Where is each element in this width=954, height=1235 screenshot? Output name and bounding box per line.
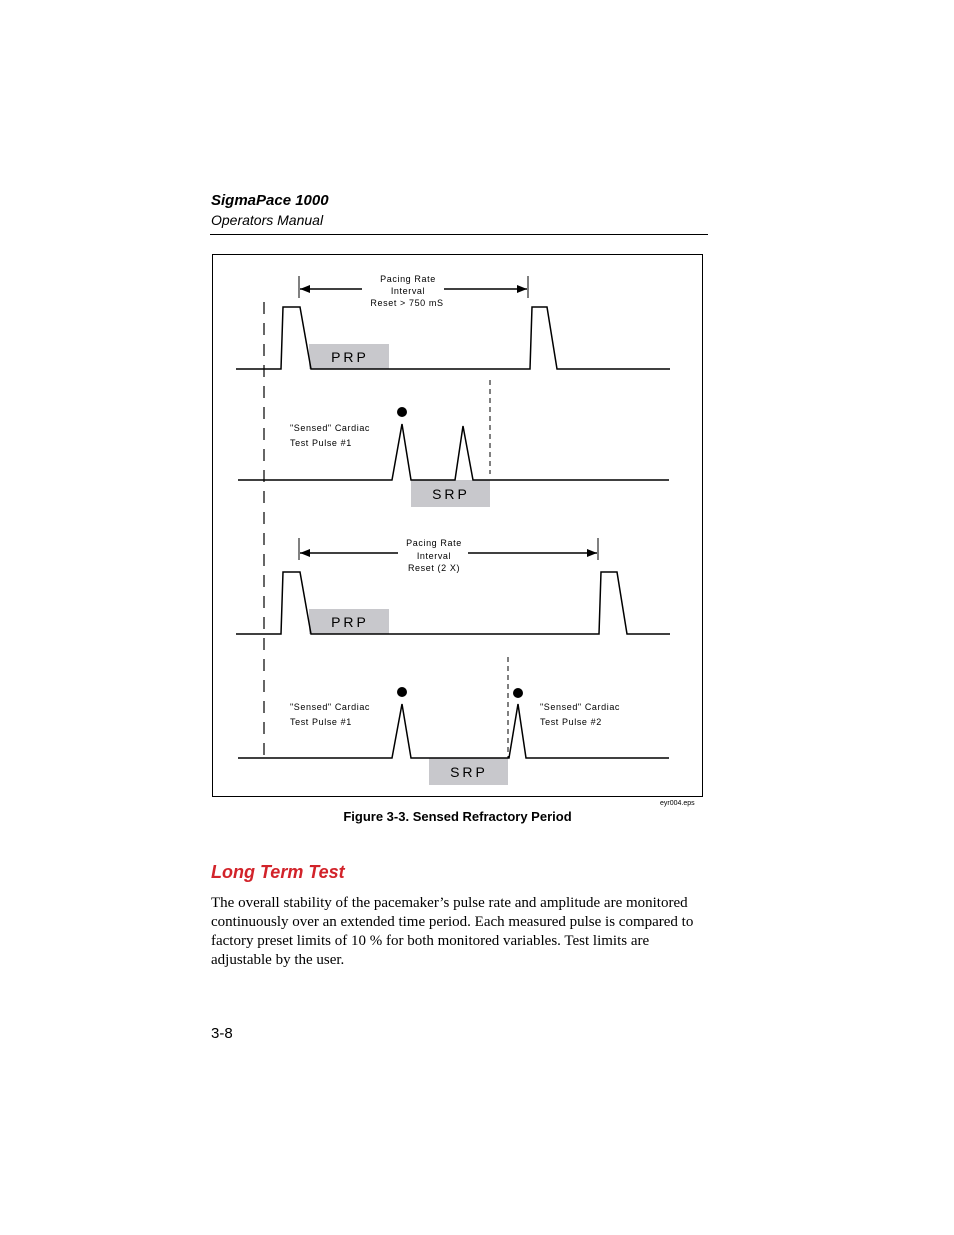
top-srp-label: SRP xyxy=(432,486,470,502)
top-interval-label-3: Reset > 750 mS xyxy=(370,298,444,308)
bottom-sensed1-label-2: Test Pulse #1 xyxy=(290,717,352,727)
figure-file-name: eyr004.eps xyxy=(660,800,695,807)
figure-caption: Figure 3-3. Sensed Refractory Period xyxy=(343,809,572,824)
top-interval-label-1: Pacing Rate xyxy=(380,274,436,284)
bottom-interval-label-1: Pacing Rate xyxy=(406,538,462,548)
bottom-sensed-marker-2 xyxy=(513,688,523,698)
bottom-srp-label: SRP xyxy=(450,764,488,780)
top-sensed-marker xyxy=(397,407,407,417)
bottom-sensed-waveform xyxy=(238,704,669,758)
bottom-sensed-marker-1 xyxy=(397,687,407,697)
bottom-prp-label: PRP xyxy=(331,614,369,630)
top-pacing-waveform xyxy=(236,307,670,369)
refractory-period-diagram xyxy=(212,254,703,797)
bottom-pacing-waveform xyxy=(236,572,670,634)
top-prp-label: PRP xyxy=(331,349,369,365)
bottom-sensed2-label-2: Test Pulse #2 xyxy=(540,717,602,727)
section-heading: Long Term Test xyxy=(211,862,345,882)
top-sensed-label-2: Test Pulse #1 xyxy=(290,438,352,448)
page-number: 3-8 xyxy=(211,1025,233,1042)
bottom-sensed1-label-1: "Sensed" Cardiac xyxy=(290,702,371,712)
bottom-interval-label-2: Interval xyxy=(416,551,452,561)
bottom-sensed2-label-1: "Sensed" Cardiac xyxy=(540,702,621,712)
bottom-interval-label-3: Reset (2 X) xyxy=(407,563,461,573)
header-rule xyxy=(210,234,708,235)
body-paragraph: The overall stability of the pacemaker’s pulse rate and amplitude are monitored continuously over an extended time period. Each measured pulse is compared to factory preset limits of 10 % for both monitored variables. Test limits are adjustable by the user. xyxy=(211,895,694,968)
document-subtitle: Operators Manual xyxy=(211,212,324,228)
top-interval-label-2: Interval xyxy=(390,286,426,296)
top-sensed-label-1: "Sensed" Cardiac xyxy=(290,423,371,433)
document-title: SigmaPace 1000 xyxy=(211,192,329,209)
